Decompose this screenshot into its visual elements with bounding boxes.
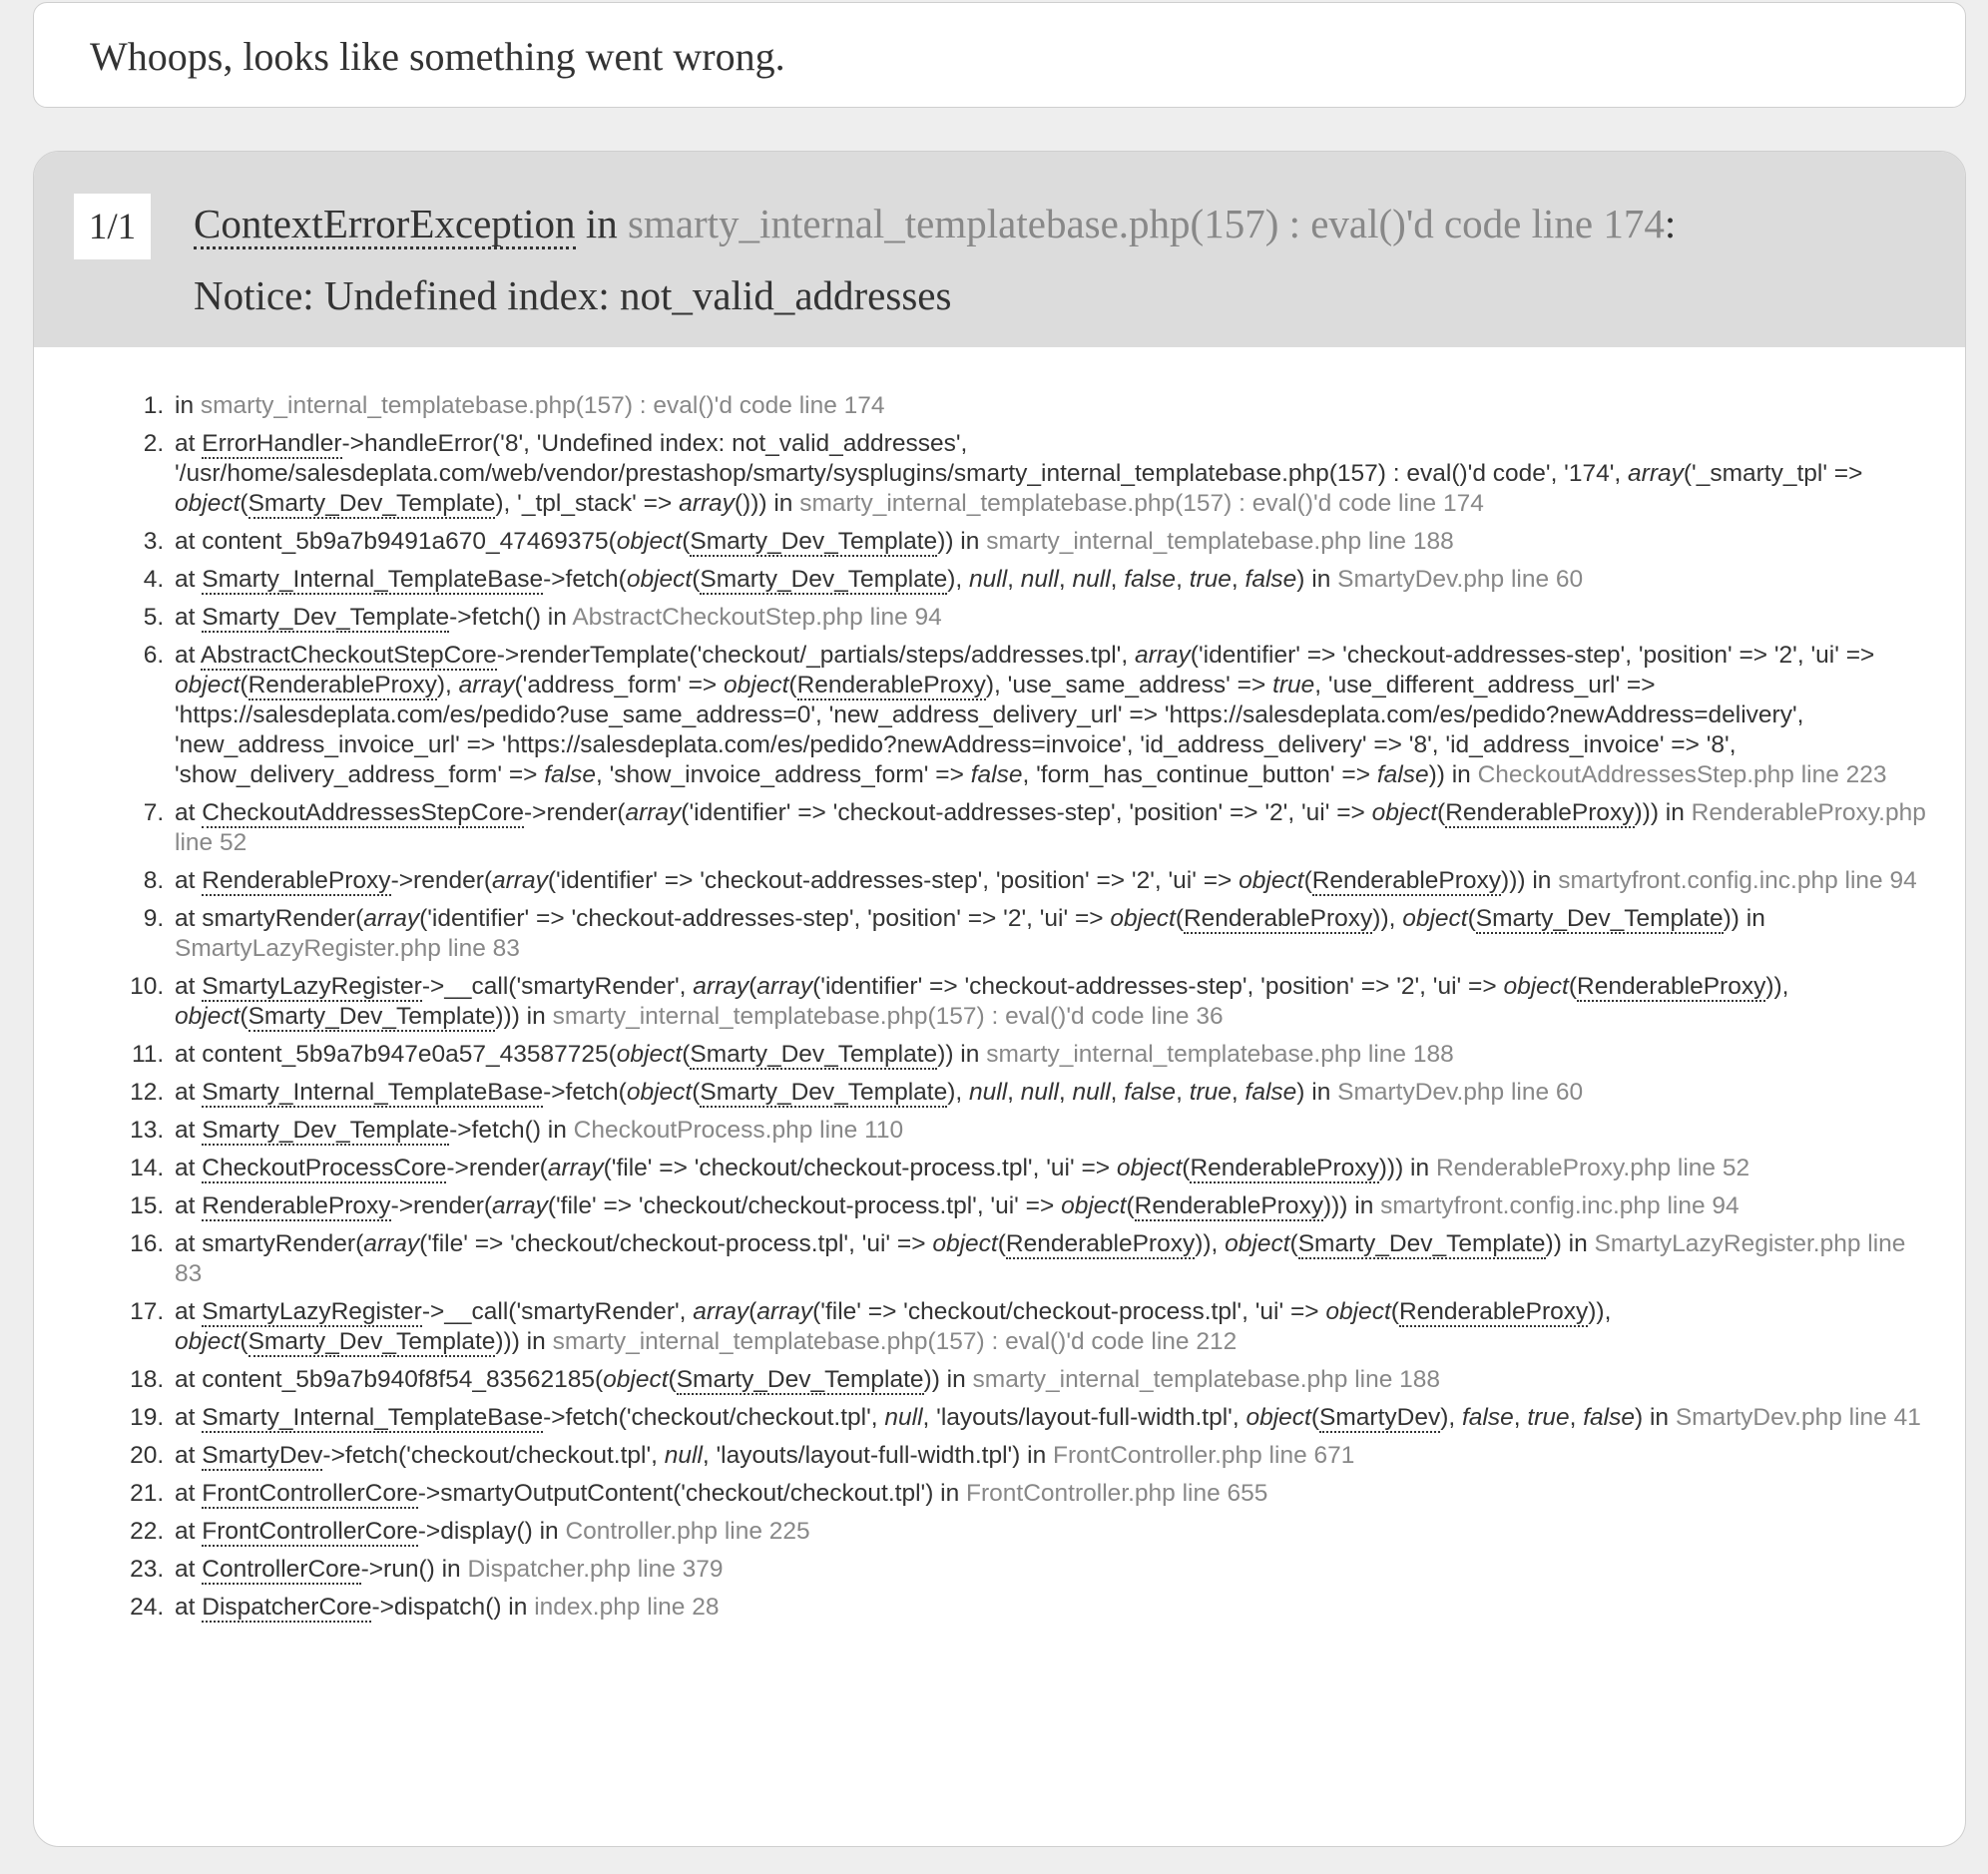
trace-keyword: array — [1134, 642, 1191, 669]
trace-keyword: true — [1272, 672, 1315, 699]
stack-trace-item — [171, 429, 1931, 519]
trace-text: )) in — [1723, 905, 1765, 932]
trace-text: ))) in — [1378, 1155, 1436, 1181]
trace-text: ( — [1467, 905, 1476, 932]
stack-trace-item — [171, 1403, 1931, 1433]
trace-text: , — [1231, 1079, 1245, 1106]
trace-text: ->render( — [446, 1155, 548, 1181]
trace-file-location: AbstractCheckoutStep.php line 94 — [572, 604, 942, 631]
trace-text: at — [175, 799, 203, 826]
stack-trace-item — [171, 1116, 1931, 1146]
trace-class-name[interactable]: RenderableProxy — [1005, 1230, 1196, 1257]
trace-text: , — [1007, 1079, 1021, 1106]
trace-keyword: array — [693, 1298, 749, 1325]
exception-location: smarty_internal_templatebase.php(157) : eval()'d code line 174 — [627, 201, 1665, 246]
trace-text: ->render( — [390, 1192, 493, 1219]
stack-trace-item — [171, 798, 1931, 858]
trace-keyword: array — [492, 867, 548, 894]
trace-class-name[interactable]: ControllerCore — [202, 1556, 361, 1583]
trace-keyword: array — [756, 1298, 813, 1325]
trace-keyword: object — [1110, 905, 1176, 932]
trace-text: ->render( — [390, 867, 493, 894]
trace-file-location: RenderableProxy.php line 52 — [1435, 1155, 1750, 1181]
trace-text: ('file' => 'checkout/checkout-process.tpl', 'ui' => — [547, 1192, 1062, 1219]
trace-keyword: object — [1402, 905, 1468, 932]
trace-text: ( — [1175, 905, 1184, 932]
trace-class-name[interactable]: Smarty_Internal_TemplateBase — [202, 566, 544, 593]
stack-trace-item — [171, 1229, 1931, 1289]
trace-text: ->render( — [524, 799, 626, 826]
trace-text: ), '_tpl_stack' => — [495, 490, 680, 517]
trace-text: ('_smarty_tpl' => — [1683, 460, 1863, 487]
trace-keyword: true — [1527, 1404, 1570, 1431]
trace-class-name[interactable]: CheckoutProcessCore — [202, 1155, 447, 1181]
trace-text: ('identifier' => 'checkout-addresses-step', 'position' => '2', 'ui' => — [681, 799, 1372, 826]
stack-trace-item — [171, 1593, 1931, 1623]
trace-class-name[interactable]: FrontControllerCore — [202, 1518, 418, 1545]
trace-keyword: object — [626, 566, 693, 593]
trace-text: ( — [997, 1230, 1006, 1257]
trace-text: ( — [682, 1041, 691, 1068]
trace-text: , — [1058, 566, 1073, 593]
trace-text: )), — [1195, 1230, 1226, 1257]
trace-text: ), — [436, 672, 459, 699]
trace-keyword: array — [625, 799, 682, 826]
trace-keyword: array — [693, 973, 749, 1000]
trace-keyword: object — [603, 1366, 669, 1393]
trace-text: , — [1110, 1079, 1125, 1106]
trace-class-name[interactable]: Smarty_Dev_Template — [1297, 1230, 1546, 1257]
trace-text: ->run() in — [360, 1556, 468, 1583]
trace-class-name[interactable]: RenderableProxy — [1190, 1155, 1379, 1181]
trace-text: at — [175, 642, 201, 669]
trace-text: , 'layouts/layout-full-width.tpl', — [922, 1404, 1246, 1431]
trace-class-name[interactable]: SmartyDev — [1319, 1404, 1441, 1431]
exception-counter: 1/1 — [74, 194, 151, 259]
trace-keyword: false — [1376, 761, 1429, 788]
trace-text: )), — [1372, 905, 1403, 932]
trace-text: ))) in — [495, 1003, 553, 1030]
trace-text: ) in — [1296, 1079, 1338, 1106]
trace-text: at — [175, 1442, 203, 1469]
trace-text: ( — [1310, 1404, 1320, 1431]
trace-file-location: smarty_internal_templatebase.php(157) : eval()'d code line 174 — [799, 490, 1484, 517]
trace-text: ( — [1289, 1230, 1298, 1257]
trace-text: ))) in — [1634, 799, 1692, 826]
trace-text: , — [1176, 566, 1190, 593]
trace-text: at — [175, 1480, 203, 1507]
exception-panel — [33, 151, 1966, 1847]
trace-keyword: false — [1244, 566, 1297, 593]
stack-trace-item — [171, 391, 1931, 421]
trace-text: at — [175, 1594, 203, 1621]
trace-text: ) in — [1296, 566, 1338, 593]
trace-text: in — [175, 392, 201, 419]
trace-class-name[interactable]: ErrorHandler — [202, 430, 342, 457]
trace-keyword: null — [664, 1442, 703, 1469]
exception-colon: : — [1664, 201, 1677, 246]
trace-text: ))) in — [495, 1328, 553, 1355]
trace-keyword: false — [544, 761, 597, 788]
trace-text: , 'use_different_address_url' => 'https://salesdeplata.com/es/pedido?use_same_address=0', 'new_address_delivery_url' => 'https://salesdeplata.com/es/pedido?newAddress=delivery', 'new_address_invoice_url' => 'https://salesdeplata.com/es/pedido?newAddress=invoice', 'id_address_delivery' => '8', 'id_address_invoice' => '8', 'show_delivery_address_form' => — [175, 672, 1804, 788]
trace-keyword: null — [884, 1404, 923, 1431]
trace-class-name[interactable]: RenderableProxy — [1134, 1192, 1323, 1219]
stack-trace-item — [171, 1479, 1931, 1509]
page-header-box — [33, 2, 1966, 108]
trace-keyword: array — [679, 490, 735, 517]
trace-file-location: SmartyDev.php line 60 — [1337, 566, 1584, 593]
trace-text: ), — [947, 566, 969, 593]
trace-text: at — [175, 604, 203, 631]
trace-keyword: object — [1325, 1298, 1391, 1325]
trace-text: at — [175, 1155, 203, 1181]
trace-text: ('file' => 'checkout/checkout-process.tpl', 'ui' => — [812, 1298, 1326, 1325]
trace-class-name[interactable]: Smarty_Dev_Template — [690, 528, 938, 555]
trace-class-name[interactable]: SmartyLazyRegister — [202, 1298, 422, 1325]
trace-text: , — [1231, 566, 1245, 593]
trace-text: )) in — [937, 528, 987, 555]
trace-text: ->renderTemplate('checkout/_partials/steps/addresses.tpl', — [496, 642, 1135, 669]
trace-text: ->fetch() in — [449, 604, 573, 631]
stack-trace-list — [75, 391, 1931, 1631]
trace-keyword: false — [970, 761, 1023, 788]
trace-keyword: null — [1072, 566, 1111, 593]
trace-class-name[interactable]: RenderableProxy — [1445, 799, 1635, 826]
trace-text: ( — [240, 1003, 248, 1030]
stack-trace-item — [171, 1154, 1931, 1183]
trace-text: ) in — [1634, 1404, 1676, 1431]
trace-keyword: false — [1583, 1404, 1635, 1431]
trace-text: , 'layouts/layout-full-width.tpl') in — [702, 1442, 1054, 1469]
trace-file-location: smarty_internal_templatebase.php(157) : eval()'d code line 174 — [200, 392, 885, 419]
stack-trace-item — [171, 1441, 1931, 1471]
trace-text: )), — [1588, 1298, 1612, 1325]
trace-text: ), 'use_same_address' => — [985, 672, 1273, 699]
trace-text: ( — [240, 490, 248, 517]
trace-class-name[interactable]: Smarty_Dev_Template — [248, 1328, 496, 1355]
trace-keyword: object — [1371, 799, 1438, 826]
trace-class-name[interactable]: Smarty_Dev_Template — [248, 1003, 496, 1030]
trace-text: at smartyRender( — [175, 905, 364, 932]
trace-keyword: object — [626, 1079, 693, 1106]
trace-class-name[interactable]: Smarty_Dev_Template — [690, 1041, 938, 1068]
trace-text: , — [1176, 1079, 1190, 1106]
stack-trace-item — [171, 1517, 1931, 1547]
trace-keyword: array — [363, 905, 420, 932]
trace-text: ( — [692, 1079, 701, 1106]
stack-trace-item — [171, 603, 1931, 633]
exception-title — [194, 188, 1930, 331]
trace-file-location: smarty_internal_templatebase.php(157) : eval()'d code line 36 — [552, 1003, 1224, 1030]
trace-keyword: object — [1503, 973, 1569, 1000]
trace-class-name[interactable]: Smarty_Internal_TemplateBase — [202, 1079, 544, 1106]
stack-trace-item — [171, 866, 1931, 896]
trace-text: at smartyRender( — [175, 1230, 364, 1257]
trace-text: ( — [1568, 973, 1578, 1000]
trace-text: ->__call('smartyRender', — [421, 973, 694, 1000]
trace-file-location: smarty_internal_templatebase.php line 188 — [986, 528, 1454, 555]
trace-keyword: object — [616, 1041, 683, 1068]
trace-text: )) in — [1428, 761, 1478, 788]
trace-class-name[interactable]: RenderableProxy — [202, 1192, 391, 1219]
exception-in-word: in — [575, 201, 628, 246]
trace-class-name[interactable]: Smarty_Dev_Template — [202, 604, 450, 631]
trace-text: at — [175, 973, 203, 1000]
stack-trace-item — [171, 641, 1931, 790]
trace-text: ), — [1440, 1404, 1462, 1431]
trace-class-name[interactable]: Smarty_Dev_Template — [1475, 905, 1724, 932]
stack-trace-item — [171, 1040, 1931, 1070]
trace-text: , — [1569, 1404, 1584, 1431]
trace-class-name[interactable]: AbstractCheckoutStepCore — [200, 642, 497, 669]
trace-class-name[interactable]: SmartyLazyRegister — [202, 973, 422, 1000]
trace-text: at — [175, 1298, 203, 1325]
page-title: Whoops, looks like something went wrong. — [90, 34, 785, 79]
trace-keyword: false — [1461, 1404, 1514, 1431]
trace-class-name[interactable]: FrontControllerCore — [202, 1480, 418, 1507]
trace-keyword: array — [363, 1230, 420, 1257]
trace-class-name[interactable]: RenderableProxy — [248, 672, 437, 699]
trace-text: ->handleError('8', 'Undefined index: not_valid_addresses', '/usr/home/salesdeplata.com/web/vendor/prestashop/smarty/sysplugins/smarty_internal_templatebase.php(157) : eval()'d code', '174', — [175, 430, 1629, 487]
trace-text: ->fetch('checkout/checkout.tpl', — [543, 1404, 885, 1431]
trace-text: ->__call('smartyRender', — [421, 1298, 694, 1325]
trace-keyword: object — [616, 528, 683, 555]
trace-class-name[interactable]: Smarty_Internal_TemplateBase — [202, 1404, 544, 1431]
trace-keyword: null — [969, 566, 1008, 593]
trace-text: at content_5b9a7b940f8f54_83562185( — [175, 1366, 604, 1393]
trace-text: ->smartyOutputContent('checkout/checkout.tpl') in — [417, 1480, 967, 1507]
trace-text: at — [175, 1556, 203, 1583]
trace-file-location: CheckoutAddressesStep.php line 223 — [1477, 761, 1887, 788]
trace-text: ('file' => 'checkout/checkout-process.tpl', 'ui' => — [419, 1230, 933, 1257]
stack-trace-item — [171, 1191, 1931, 1221]
trace-text: at — [175, 1079, 203, 1106]
trace-keyword: object — [175, 1003, 241, 1030]
trace-keyword: null — [1072, 1079, 1111, 1106]
trace-class-name[interactable]: DispatcherCore — [202, 1594, 372, 1621]
trace-class-name[interactable]: Smarty_Dev_Template — [202, 1117, 450, 1144]
trace-text: ->display() in — [417, 1518, 566, 1545]
trace-text: ( — [240, 672, 248, 699]
trace-text: ->fetch( — [543, 566, 627, 593]
trace-keyword: object — [175, 490, 241, 517]
trace-file-location: SmartyDev.php line 60 — [1337, 1079, 1584, 1106]
trace-text: ->fetch( — [543, 1079, 627, 1106]
stack-trace-item — [171, 565, 1931, 595]
trace-text: )), — [1765, 973, 1789, 1000]
trace-text: ( — [788, 672, 797, 699]
trace-class-name[interactable]: Smarty_Dev_Template — [248, 490, 496, 517]
trace-text: ( — [1437, 799, 1446, 826]
trace-keyword: array — [458, 672, 515, 699]
trace-keyword: array — [547, 1155, 604, 1181]
stack-trace-item — [171, 1365, 1931, 1395]
trace-keyword: object — [175, 1328, 241, 1355]
trace-class-name[interactable]: RenderableProxy — [1311, 867, 1502, 894]
trace-file-location: FrontController.php line 655 — [966, 1480, 1268, 1507]
stack-trace-item — [171, 972, 1931, 1032]
trace-file-location: SmartyLazyRegister.php line 83 — [175, 1230, 1906, 1287]
trace-file-location: Dispatcher.php line 379 — [467, 1556, 724, 1583]
trace-text: ( — [1303, 867, 1312, 894]
trace-text: ))) in — [1501, 867, 1559, 894]
trace-class-name[interactable]: SmartyDev — [202, 1442, 323, 1469]
trace-keyword: object — [1239, 867, 1304, 894]
trace-file-location: SmartyDev.php line 41 — [1675, 1404, 1921, 1431]
trace-keyword: object — [175, 672, 241, 699]
trace-text: at content_5b9a7b947e0a57_43587725( — [175, 1041, 617, 1068]
trace-keyword: false — [1244, 1079, 1297, 1106]
trace-keyword: false — [1124, 566, 1177, 593]
trace-text: , — [1110, 566, 1125, 593]
trace-text: ())) in — [734, 490, 800, 517]
trace-text: ( — [1182, 1155, 1191, 1181]
trace-text: ('address_form' => — [514, 672, 725, 699]
trace-file-location: smarty_internal_templatebase.php(157) : eval()'d code line 212 — [552, 1328, 1238, 1355]
trace-keyword: object — [932, 1230, 998, 1257]
trace-text: , — [1058, 1079, 1073, 1106]
stack-trace-item — [171, 1078, 1931, 1108]
trace-file-location: Controller.php line 225 — [565, 1518, 810, 1545]
trace-text: at — [175, 1404, 203, 1431]
trace-keyword: array — [1628, 460, 1684, 487]
stack-trace-item — [171, 527, 1931, 557]
trace-keyword: object — [1061, 1192, 1127, 1219]
trace-class-name[interactable]: RenderableProxy — [1577, 973, 1766, 1000]
exception-class[interactable]: ContextErrorException — [194, 201, 576, 249]
trace-text: ('identifier' => 'checkout-addresses-step', 'position' => '2', 'ui' => — [812, 973, 1504, 1000]
trace-keyword: object — [1225, 1230, 1290, 1257]
trace-class-name[interactable]: RenderableProxy — [1398, 1298, 1589, 1325]
trace-text: ))) in — [1322, 1192, 1381, 1219]
trace-text: ->fetch('checkout/checkout.tpl', — [322, 1442, 665, 1469]
trace-text: ('identifier' => 'checkout-addresses-step', 'position' => '2', 'ui' => — [1190, 642, 1875, 669]
trace-text: )) in — [1545, 1230, 1595, 1257]
trace-keyword: null — [1020, 566, 1059, 593]
exception-message: Notice: Undefined index: not_valid_addresses — [194, 272, 952, 318]
trace-text: at content_5b9a7b9491a670_47469375( — [175, 528, 617, 555]
trace-text: ( — [692, 566, 701, 593]
trace-text: at — [175, 867, 203, 894]
trace-text: ('identifier' => 'checkout-addresses-step', 'position' => '2', 'ui' => — [419, 905, 1111, 932]
trace-file-location: SmartyLazyRegister.php line 83 — [175, 935, 520, 962]
trace-keyword: array — [492, 1192, 548, 1219]
trace-text: ('identifier' => 'checkout-addresses-step', 'position' => '2', 'ui' => — [547, 867, 1240, 894]
trace-keyword: false — [1124, 1079, 1177, 1106]
trace-text: at — [175, 1117, 203, 1144]
trace-file-location: FrontController.php line 671 — [1053, 1442, 1355, 1469]
trace-text: ->fetch() in — [449, 1117, 574, 1144]
trace-text: , 'show_invoice_address_form' => — [596, 761, 971, 788]
trace-keyword: object — [1116, 1155, 1183, 1181]
trace-keyword: true — [1189, 566, 1232, 593]
trace-text: ( — [748, 973, 757, 1000]
trace-text: )) in — [923, 1366, 973, 1393]
trace-text: )) in — [937, 1041, 987, 1068]
trace-text: ->dispatch() in — [371, 1594, 535, 1621]
stack-trace-item — [171, 1297, 1931, 1357]
trace-file-location: smarty_internal_templatebase.php line 188 — [972, 1366, 1441, 1393]
trace-text: ( — [1390, 1298, 1399, 1325]
trace-file-location: CheckoutProcess.php line 110 — [573, 1117, 904, 1144]
trace-text: , 'form_has_continue_button' => — [1022, 761, 1377, 788]
trace-file-location: smarty_internal_templatebase.php line 188 — [986, 1041, 1454, 1068]
trace-class-name[interactable]: Smarty_Dev_Template — [700, 1079, 948, 1106]
trace-class-name[interactable]: Smarty_Dev_Template — [676, 1366, 924, 1393]
trace-file-location: RenderableProxy.php line 52 — [175, 799, 1926, 856]
trace-keyword: object — [1245, 1404, 1311, 1431]
trace-keyword: object — [724, 672, 789, 699]
trace-class-name[interactable]: RenderableProxy — [202, 867, 391, 894]
trace-text: at — [175, 1192, 203, 1219]
trace-text: ( — [748, 1298, 757, 1325]
trace-text: ( — [240, 1328, 248, 1355]
trace-class-name[interactable]: RenderableProxy — [1183, 905, 1373, 932]
trace-text: , — [1007, 566, 1021, 593]
trace-text: ( — [668, 1366, 677, 1393]
trace-class-name[interactable]: CheckoutAddressesStepCore — [202, 799, 525, 826]
trace-file-location: smartyfront.config.inc.php line 94 — [1380, 1192, 1740, 1219]
exception-header — [34, 152, 1965, 347]
trace-text: ( — [1126, 1192, 1135, 1219]
trace-class-name[interactable]: Smarty_Dev_Template — [700, 566, 948, 593]
trace-text: at — [175, 566, 203, 593]
trace-text: at — [175, 430, 203, 457]
trace-file-location: index.php line 28 — [534, 1594, 720, 1621]
trace-text: ( — [682, 528, 691, 555]
trace-keyword: null — [1020, 1079, 1059, 1106]
trace-file-location: smartyfront.config.inc.php line 94 — [1558, 867, 1917, 894]
trace-keyword: null — [969, 1079, 1008, 1106]
trace-text: at — [175, 1518, 203, 1545]
trace-class-name[interactable]: RenderableProxy — [796, 672, 986, 699]
trace-keyword: true — [1189, 1079, 1232, 1106]
stack-trace-item — [171, 904, 1931, 964]
trace-text: ), — [947, 1079, 969, 1106]
stack-trace-item — [171, 1555, 1931, 1585]
trace-text: ('file' => 'checkout/checkout-process.tpl', 'ui' => — [603, 1155, 1117, 1181]
trace-keyword: array — [756, 973, 813, 1000]
trace-text: , — [1513, 1404, 1528, 1431]
